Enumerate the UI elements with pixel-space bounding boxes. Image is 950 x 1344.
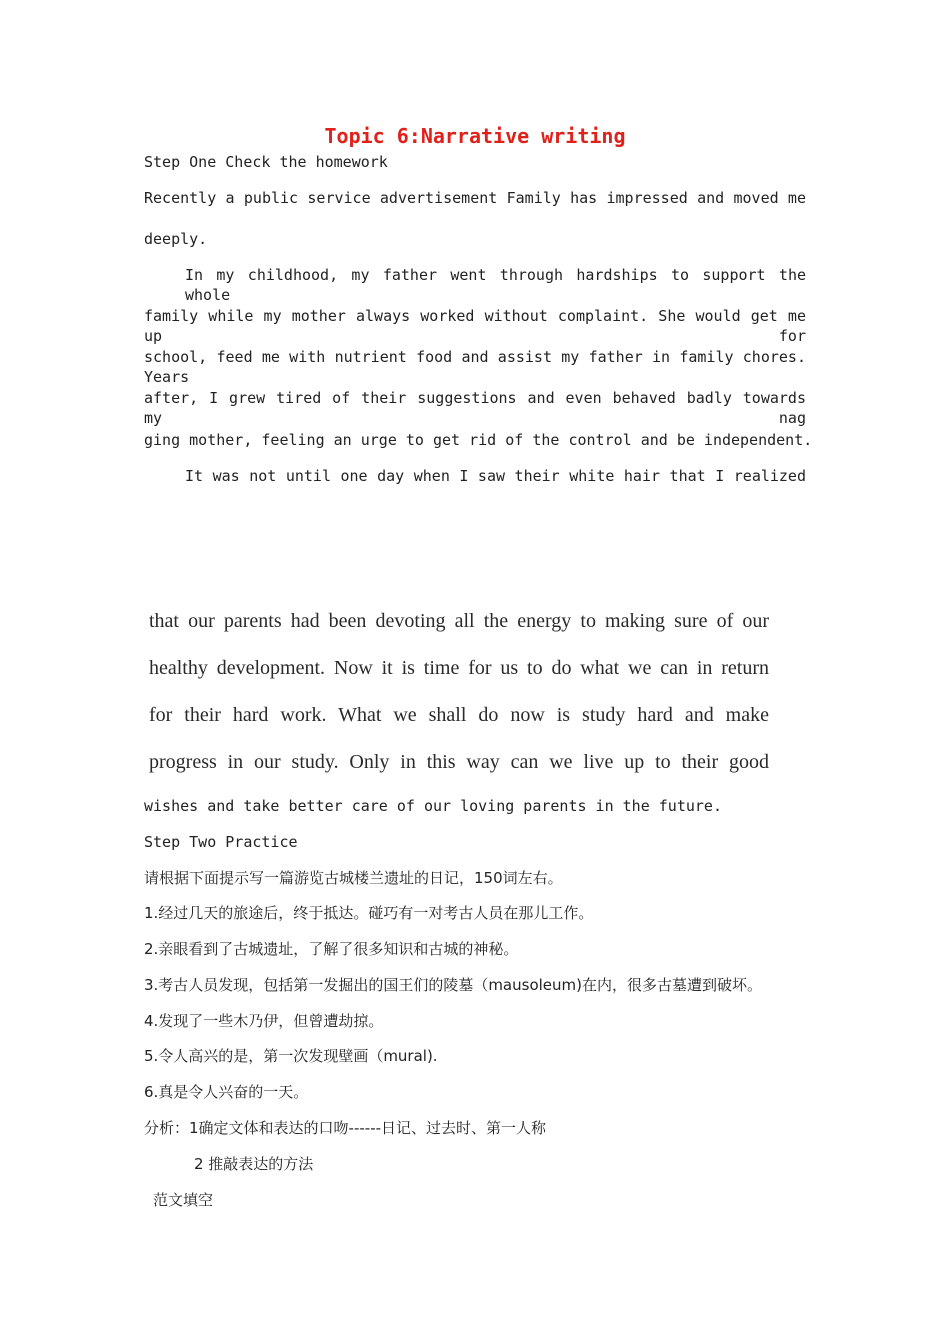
homework-line: It was not until one day when I saw their white hair that I realized [185, 467, 806, 485]
analysis-line: 2 推敲表达的方法 [194, 1155, 314, 1173]
analysis-line: 分析：1确定文体和表达的口吻------日记、过去时、第一人称 [144, 1119, 547, 1137]
practice-item: 4.发现了一些木乃伊，但曾遭劫掠。 [144, 1012, 384, 1030]
step-two-heading: Step Two Practice [144, 833, 298, 851]
fill-in-heading: 范文填空 [153, 1191, 214, 1209]
scanned-text-line: for their hard work. What we shall do now is study hard and make [149, 704, 769, 726]
homework-line: after, I grew tired of their suggestions and even behaved badly towards my nag [144, 389, 806, 427]
homework-line: Recently a public service advertisement Family has impressed and moved me [144, 189, 806, 207]
practice-item: 3.考古人员发现，包括第一发掘出的国王们的陵墓（mausoleum)在内，很多古墓遭到破坏。 [144, 976, 762, 994]
practice-intro: 请根据下面提示写一篇游览古城楼兰遗址的日记，150词左右。 [144, 869, 563, 887]
homework-line: deeply. [144, 230, 208, 248]
practice-item: 1.经过几天的旅途后，终于抵达。碰巧有一对考古人员在那儿工作。 [144, 904, 594, 922]
scanned-text-line: healthy development. Now it is time for us to do what we can in return [149, 657, 769, 679]
practice-item: 2.亲眼看到了古城遗址，了解了很多知识和古城的神秘。 [144, 940, 519, 958]
homework-line: family while my mother always worked without complaint. She would get me up for [144, 307, 806, 345]
step-one-heading: Step One Check the homework [144, 153, 388, 171]
homework-line: school, feed me with nutrient food and assist my father in family chores. Years [144, 348, 806, 386]
scanned-text-line: that our parents had been devoting all the energy to making sure of our [149, 610, 769, 632]
practice-item: 5.令人高兴的是，第一次发现壁画（mural). [144, 1047, 438, 1065]
practice-item: 6.真是令人兴奋的一天。 [144, 1083, 309, 1101]
scanned-text-line: progress in our study. Only in this way can we live up to their good [149, 751, 769, 773]
homework-line: In my childhood, my father went through hardships to support the whole [185, 266, 806, 304]
homework-line: ging mother, feeling an urge to get rid of the control and be independent. [144, 431, 813, 449]
homework-line: wishes and take better care of our loving parents in the future. [144, 797, 722, 815]
page-title: Topic 6:Narrative writing [324, 124, 626, 148]
